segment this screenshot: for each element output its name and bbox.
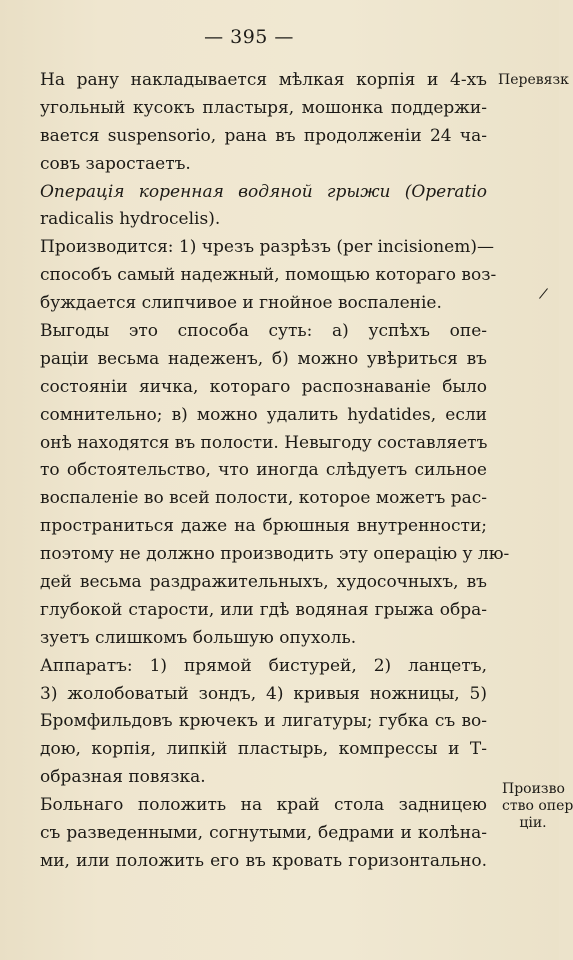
text-line-8: способъ самый надежный, помощью котораго воз- bbox=[40, 265, 497, 286]
text-line-12: состояніи яичка, котораго распознаваніе было bbox=[40, 376, 487, 397]
body-text bbox=[40, 67, 510, 876]
text-line-20: глубокой старости, или гдѣ водяная грыжа обра- bbox=[40, 599, 487, 620]
text-line-3: вается suspensorio, рана въ продолженіи 24 ча- bbox=[40, 125, 487, 146]
text-line-18: поэтому не должно производить эту операцію у лю- bbox=[40, 544, 510, 565]
text-line-4: совъ заростаетъ. bbox=[40, 153, 191, 174]
section-heading-line-1: Операція коренная водяной грыжи (Operatio bbox=[40, 181, 487, 202]
text-line-16: воспаленіе во всей полости, которое можетъ рас- bbox=[40, 488, 487, 509]
section-heading-line-2: radicalis hydrocelis). bbox=[40, 209, 221, 230]
text-line-14: онѣ находятся въ полости. Невыгоду составляетъ bbox=[40, 432, 488, 453]
text-line-24: Бромфильдовъ крючекъ и лигатуры; губка съ во- bbox=[40, 711, 487, 732]
text-line-17: пространиться даже на брюшныя внутренности; bbox=[40, 516, 487, 537]
text-line-26: образная повязка. bbox=[40, 767, 206, 788]
margin-note-operation-line-1: Произво bbox=[502, 781, 565, 797]
text-line-27: Больнаго положить на край стола задницею bbox=[40, 795, 487, 816]
text-line-9: буждается слипчивое и гнойное воспаленіе. bbox=[40, 293, 442, 314]
text-line-19: дей весьма раздражительныхъ, худосочныхъ, въ bbox=[40, 572, 487, 593]
text-line-15: то обстоятельство, что иногда слѣдуетъ сильное bbox=[40, 460, 487, 481]
text-line-25: дою, корпія, липкій пластырь, компрессы и Т- bbox=[40, 739, 487, 760]
stray-pencil-mark: / bbox=[539, 285, 548, 303]
text-line-22: Аппаратъ: 1) прямой бистурей, 2) ланцетъ, bbox=[40, 655, 487, 676]
text-line-21: зуетъ слишкомъ большую опухоль. bbox=[40, 627, 357, 648]
margin-note-operation-line-2: ство опер bbox=[502, 798, 573, 814]
text-line-7: Производится: 1) чрезъ разрѣзъ (per incisionem)— bbox=[40, 237, 494, 258]
text-line-28: съ разведенными, согнутыми, бедрами и колѣна- bbox=[40, 823, 487, 844]
text-line-1: На рану накладывается мѣлкая корпія и 4-хъ bbox=[40, 70, 487, 90]
margin-note-operation bbox=[502, 781, 573, 832]
text-line-2: угольный кусокъ пластыря, мошонка поддержи- bbox=[40, 97, 487, 118]
page-number: — 395 — bbox=[204, 26, 294, 48]
text-line-23: 3) жолобоватый зондъ, 4) кривыя ножницы, 5) bbox=[40, 683, 487, 704]
margin-note-bandage: Перевязк bbox=[498, 72, 569, 88]
text-line-10: Выгоды это способа суть: а) успѣхъ опе- bbox=[40, 321, 487, 342]
text-line-29: ми, или положить его въ кровать горизонтально. bbox=[40, 850, 487, 871]
text-line-11: раціи весьма надеженъ, б) можно увѣриться въ bbox=[40, 348, 487, 369]
text-line-13: сомнительно; в) можно удалить hydatides, если bbox=[40, 404, 487, 425]
margin-note-operation-line-3: ціи. bbox=[519, 815, 547, 831]
